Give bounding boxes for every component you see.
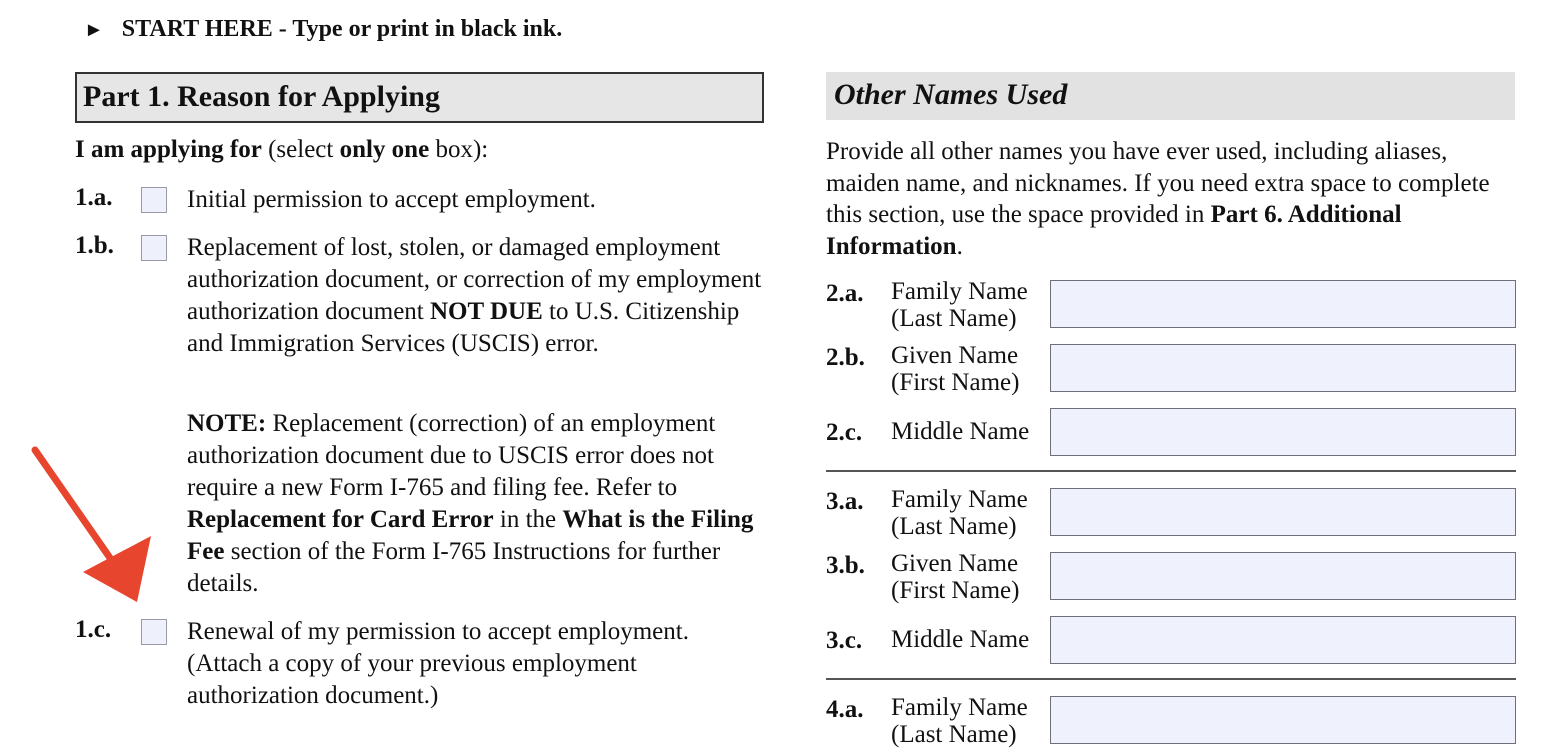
- field-label-line2: (Last Name): [891, 513, 1017, 540]
- field-label-line1: Family Name: [891, 694, 1028, 721]
- note-text-3: section of the Form I-765 Instructions for further details.: [187, 538, 721, 597]
- note-text-2: in the: [493, 506, 563, 533]
- part1-title: Part 1. Reason for Applying: [83, 80, 440, 113]
- checkbox-1c[interactable]: [141, 619, 167, 645]
- triangle-pointer-icon: ►: [84, 19, 104, 41]
- item-1b-bold: NOT DUE: [429, 298, 543, 325]
- field-number: 4.a.: [826, 696, 864, 723]
- applying-for-lead: [75, 136, 488, 164]
- name-input-3b[interactable]: [1050, 552, 1516, 600]
- item-number-1b: 1.b.: [75, 232, 114, 259]
- field-number: 2.a.: [826, 280, 864, 307]
- lead-end: box):: [429, 136, 489, 163]
- field-number: 3.c.: [826, 627, 863, 654]
- field-label-line1: Given Name: [891, 550, 1019, 577]
- checkbox-1a[interactable]: [141, 187, 167, 213]
- name-input-4a[interactable]: [1050, 696, 1516, 744]
- intro-text: Provide all other names you have ever used, including aliases, maiden name, and nicknames. If you need extra space to complete this section, use the space provided in: [826, 138, 1490, 228]
- field-number: 2.b.: [826, 344, 865, 371]
- field-label-line2: (First Name): [891, 577, 1020, 604]
- field-label: [891, 626, 1029, 653]
- lead-text: (select: [261, 136, 340, 163]
- field-label: [891, 342, 1019, 396]
- field-label-line1: Given Name: [891, 342, 1019, 369]
- checkbox-1b[interactable]: [141, 235, 167, 261]
- field-label: [891, 694, 1028, 748]
- name-input-2b[interactable]: [1050, 344, 1516, 392]
- field-label-line2: (Last Name): [891, 721, 1017, 748]
- field-label-line1: Family Name: [891, 278, 1028, 305]
- field-number: 3.b.: [826, 552, 865, 579]
- note-block: [187, 408, 767, 600]
- item-text-1c: Renewal of my permission to accept employment. (Attach a copy of your previous employment authorization document.): [187, 618, 689, 709]
- field-number: 2.c.: [826, 419, 863, 446]
- note-bold-1: Replacement for Card Error: [187, 506, 494, 533]
- lead-bold: I am applying for: [75, 136, 262, 163]
- intro-bold: Part 6. Additional Information: [826, 201, 1402, 260]
- note-label: NOTE:: [187, 410, 267, 437]
- name-input-3c[interactable]: [1050, 616, 1516, 664]
- name-input-2c[interactable]: [1050, 408, 1516, 456]
- field-label-line1: Middle Name: [891, 418, 1030, 445]
- item-1b-text-b: to U.S. Citizenship and Immigration Services (USCIS) error.: [187, 298, 740, 357]
- other-names-intro: [826, 136, 1516, 262]
- field-label: [891, 418, 1029, 445]
- divider: [826, 470, 1516, 472]
- note-text-1: Replacement (correction) of an employment authorization document due to USCIS error does not require a new Form I-765 and filing fee. Refer to: [187, 410, 716, 501]
- name-input-2a[interactable]: [1050, 280, 1516, 328]
- field-label-line1: Middle Name: [891, 626, 1030, 653]
- intro-end: .: [956, 232, 963, 260]
- field-label-line2: (Last Name): [891, 305, 1017, 332]
- other-names-title: Other Names Used: [834, 78, 1068, 111]
- field-label: [891, 278, 1028, 332]
- lead-bold-2: only one: [339, 136, 430, 163]
- item-number-1a: 1.a.: [75, 184, 113, 211]
- start-here-instruction: [84, 16, 562, 43]
- start-here-text: START HERE - Type or print in black ink.: [121, 16, 563, 42]
- field-label-line2: (First Name): [891, 369, 1020, 396]
- item-1b-text-a: Replacement of lost, stolen, or damaged employment authorization document, or correction of my employment authorization document: [187, 234, 762, 325]
- red-arrow-annotation-icon: [25, 440, 165, 615]
- item-text-1b: [187, 232, 767, 360]
- field-label-line1: Family Name: [891, 486, 1028, 513]
- note-bold-2: What is the Filing Fee: [187, 506, 754, 565]
- field-label: [891, 486, 1028, 540]
- field-label: [891, 550, 1019, 604]
- item-text-1a: Initial permission to accept employment.: [187, 186, 596, 213]
- divider: [826, 678, 1516, 680]
- name-input-3a[interactable]: [1050, 488, 1516, 536]
- field-number: 3.a.: [826, 488, 864, 515]
- item-number-1c: 1.c.: [75, 616, 112, 643]
- other-names-header: [826, 72, 1515, 120]
- part1-header: [75, 72, 764, 123]
